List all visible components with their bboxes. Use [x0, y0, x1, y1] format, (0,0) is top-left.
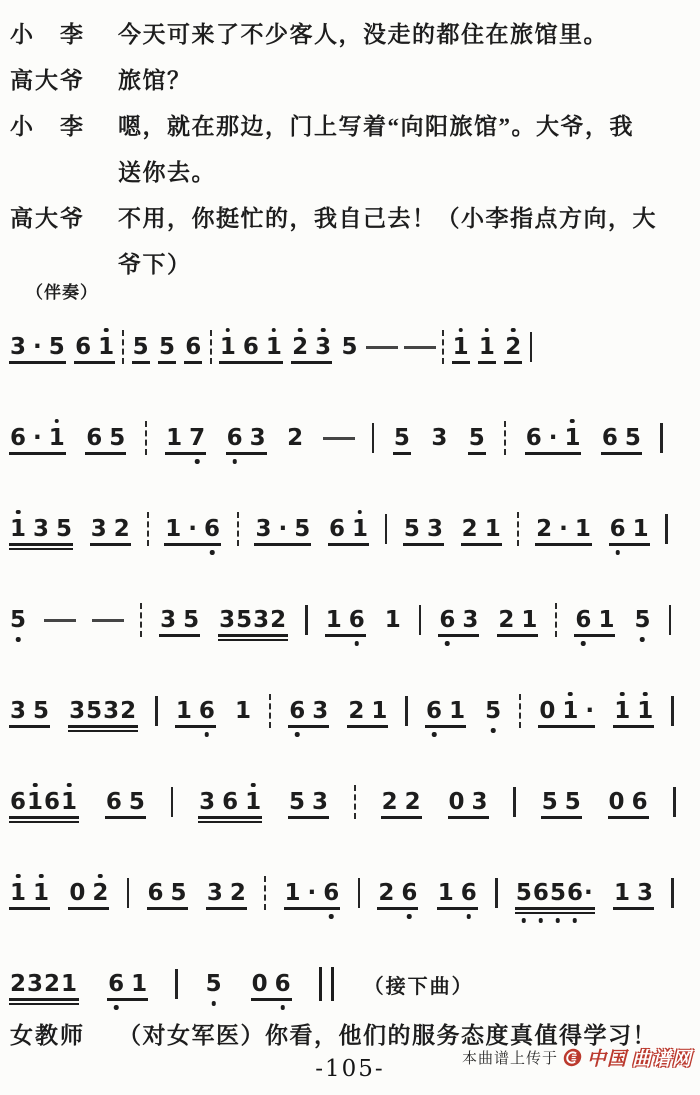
jianpu-note	[89, 515, 132, 542]
jianpu-note	[250, 970, 293, 997]
barline	[504, 421, 506, 455]
jianpu-note	[608, 515, 651, 542]
note-digit: 1	[10, 879, 27, 906]
note-digit: 6	[44, 788, 61, 815]
note-digit: 6	[105, 788, 122, 815]
jianpu-note	[540, 788, 583, 815]
note-digit: 5	[564, 788, 581, 815]
note-digit: 5	[86, 697, 103, 724]
note-digit: 5	[403, 515, 420, 542]
note-digit: 1	[637, 697, 654, 724]
duration-dash	[92, 619, 124, 622]
barline	[140, 603, 142, 637]
dialogue-speaker: 小 李	[10, 22, 85, 47]
jianpu-note	[157, 333, 177, 360]
note-digit: 3	[33, 515, 50, 542]
jianpu-note	[217, 606, 289, 633]
note-digit: 5	[109, 424, 126, 451]
barline	[671, 696, 674, 726]
jianpu-note	[339, 333, 359, 360]
note-digit: 5	[288, 788, 305, 815]
note-digit: 3	[637, 879, 654, 906]
dialogue-text: 旅馆？	[118, 68, 192, 93]
jianpu-note	[392, 424, 412, 451]
dialogue-top	[10, 12, 694, 288]
note-digit: 5	[158, 333, 175, 360]
note-digit: 2	[229, 879, 246, 906]
jianpu-note	[131, 333, 151, 360]
note-digit: 5	[515, 879, 532, 906]
jianpu-note	[460, 515, 503, 542]
note-digit: 3	[312, 697, 329, 724]
dialogue-row	[10, 58, 694, 104]
note-digit: 3	[103, 697, 120, 724]
jianpu-note	[437, 606, 480, 633]
note-digit: 6	[242, 333, 259, 360]
note-digit: 5	[205, 970, 222, 997]
score-line	[8, 964, 694, 1004]
jianpu-note	[537, 697, 596, 724]
note-digit: 1	[265, 333, 282, 360]
jianpu-note	[158, 606, 201, 633]
barline	[155, 696, 158, 726]
barline	[555, 603, 557, 637]
note-digit: 6	[323, 879, 340, 906]
score-line	[8, 873, 674, 913]
note-digit: 5	[56, 515, 73, 542]
note-digit: 1	[351, 515, 368, 542]
jianpu-note	[287, 788, 330, 815]
jianpu-note	[496, 606, 539, 633]
note-digit: 2	[120, 697, 137, 724]
jianpu-note	[205, 879, 248, 906]
dialogue-text: 不用，你挺忙的，我自己去！（小李指点方向，大 爷下）	[118, 206, 657, 277]
barline	[419, 605, 422, 635]
jianpu-note	[283, 879, 342, 906]
note-digit: 5	[294, 515, 311, 542]
note-digit: 1	[219, 333, 236, 360]
note-digit: 3	[199, 788, 216, 815]
note-digit: 1	[61, 788, 78, 815]
jianpu-note	[503, 333, 523, 360]
note-digit: 7	[189, 424, 206, 451]
note-digit: 1	[632, 515, 649, 542]
barline	[319, 967, 334, 1001]
barline	[530, 332, 533, 362]
note-digit: 2	[92, 879, 109, 906]
note-digit: 2	[381, 788, 398, 815]
jianpu-note	[451, 333, 471, 360]
note-digit: 3	[27, 970, 44, 997]
dialogue-text: 今天可来了不少客人，没走的都住在旅馆里。	[118, 22, 608, 47]
dialogue-row	[10, 196, 694, 288]
note-digit: 3	[10, 333, 27, 360]
qupu-logo-icon	[562, 1048, 583, 1067]
score-line	[8, 418, 663, 458]
duration-dash	[44, 619, 76, 622]
note-digit: 1	[245, 788, 262, 815]
note-digit: 3	[249, 424, 266, 451]
dialogue-text: 嗯，就在那边，门上写着“向阳旅馆”。大爷，我 送你去。	[118, 114, 634, 185]
note-digit: 6	[289, 697, 306, 724]
barline	[673, 787, 676, 817]
barline	[372, 423, 375, 453]
note-digit: 1	[48, 424, 65, 451]
note-digit: 1	[33, 879, 50, 906]
note-digit: 1	[449, 697, 466, 724]
note-digit: 6	[439, 606, 456, 633]
watermark-site-hollow: 曲谱网	[631, 1048, 692, 1070]
note-digit: ·	[583, 879, 593, 906]
note-digit: 5	[341, 333, 358, 360]
note-digit: 2	[536, 515, 553, 542]
note-digit: 2	[505, 333, 522, 360]
note-digit: 1	[384, 606, 401, 633]
jianpu-note	[436, 879, 479, 906]
jianpu-note	[285, 424, 305, 451]
note-digit: 5	[33, 697, 50, 724]
note-digit: 5	[393, 424, 410, 451]
dialogue-speaker: 女教师	[10, 1023, 85, 1048]
score-section	[8, 278, 694, 1004]
score-lines	[8, 327, 694, 1004]
note-digit: ·	[188, 515, 197, 542]
score-inline-note: （接下曲）	[363, 975, 474, 998]
note-digit: 3	[69, 697, 86, 724]
barline	[237, 512, 239, 546]
note-digit: 3	[253, 606, 270, 633]
note-digit: 1	[166, 424, 183, 451]
note-digit: 6	[274, 970, 291, 997]
note-digit: ·	[307, 879, 317, 906]
note-digit: ·	[559, 515, 568, 542]
jianpu-note	[225, 424, 268, 451]
barline	[517, 512, 519, 546]
jianpu-note	[67, 697, 139, 724]
note-digit: 5	[634, 606, 651, 633]
note-digit: 6	[204, 515, 221, 542]
jianpu-note	[146, 879, 189, 906]
barline	[671, 878, 674, 908]
jianpu-note	[290, 333, 333, 360]
note-digit: 2	[292, 333, 309, 360]
note-digit: 1	[614, 879, 631, 906]
note-digit: 0	[69, 879, 86, 906]
jianpu-note	[67, 879, 110, 906]
note-digit: 5	[170, 879, 187, 906]
jianpu-note	[477, 333, 497, 360]
note-digit: 5	[183, 606, 200, 633]
duration-dash	[404, 346, 436, 349]
jianpu-note	[424, 697, 467, 724]
jianpu-note	[8, 697, 51, 724]
jianpu-note	[607, 788, 650, 815]
jianpu-note	[197, 788, 263, 815]
watermark	[462, 1044, 692, 1071]
barline	[660, 423, 663, 453]
dialogue-text: （对女军医）你看，他们的服务态度真值得学习！	[118, 1023, 657, 1048]
note-digit: 6	[222, 788, 239, 815]
jianpu-note	[429, 424, 449, 451]
barline	[122, 330, 124, 364]
note-digit: 6	[147, 879, 164, 906]
barline	[354, 785, 356, 819]
jianpu-note	[253, 515, 312, 542]
jianpu-note	[8, 879, 51, 906]
note-digit: ·	[33, 424, 42, 451]
barline	[519, 694, 521, 728]
note-digit: 1	[484, 515, 501, 542]
score-line	[8, 691, 674, 731]
barline	[495, 878, 498, 908]
note-digit: 3	[10, 697, 27, 724]
note-digit: 1	[98, 333, 115, 360]
note-digit: 2	[404, 788, 421, 815]
accompaniment-label: （伴奏）	[26, 283, 98, 303]
note-digit: 2	[287, 424, 304, 451]
note-digit: 3	[219, 606, 236, 633]
note-digit: 3	[255, 515, 272, 542]
note-digit: 5	[624, 424, 641, 451]
jianpu-note	[104, 788, 147, 815]
note-digit: 6	[601, 424, 618, 451]
note-digit: 2	[44, 970, 61, 997]
note-digit: 6	[532, 879, 549, 906]
note-digit: 2	[10, 970, 27, 997]
jianpu-note	[447, 788, 490, 815]
note-digit: 6	[198, 697, 215, 724]
note-digit: 1	[478, 333, 495, 360]
jianpu-note	[204, 970, 224, 997]
note-digit: 3	[206, 879, 223, 906]
jianpu-note	[287, 697, 330, 724]
jianpu-note	[8, 788, 80, 815]
score-line	[8, 600, 671, 640]
note-digit: 2	[113, 515, 130, 542]
jianpu-note	[612, 697, 655, 724]
note-digit: 5	[48, 333, 65, 360]
barline	[175, 969, 178, 999]
note-digit: 1	[371, 697, 388, 724]
note-digit: 1	[284, 879, 301, 906]
note-digit: 1	[614, 697, 631, 724]
note-digit: 6	[10, 424, 27, 451]
note-digit: 2	[348, 697, 365, 724]
note-digit: 6	[460, 879, 477, 906]
jianpu-note	[174, 697, 217, 724]
note-digit: 1	[564, 424, 581, 451]
note-digit: 2	[270, 606, 287, 633]
note-digit: 0	[539, 697, 556, 724]
note-digit: 1	[61, 970, 78, 997]
score-line	[8, 327, 532, 367]
note-digit: 6	[631, 788, 648, 815]
note-digit: 0	[251, 970, 268, 997]
barline	[405, 696, 408, 726]
duration-dash	[323, 437, 355, 440]
note-digit: 6	[75, 333, 92, 360]
jianpu-note	[8, 606, 28, 633]
jianpu-note	[163, 515, 222, 542]
note-digit: 6	[609, 515, 626, 542]
note-digit: 6	[226, 424, 243, 451]
note-digit: 3	[462, 606, 479, 633]
page-number: -105-	[315, 1056, 385, 1082]
note-digit: 5	[541, 788, 558, 815]
jianpu-note	[8, 970, 80, 997]
note-digit: ·	[278, 515, 288, 542]
note-digit: 1	[452, 333, 469, 360]
note-digit: 6	[566, 879, 583, 906]
score-line	[8, 782, 676, 822]
note-digit: 1	[235, 697, 252, 724]
barline	[127, 878, 130, 908]
note-digit: 6	[10, 788, 27, 815]
jianpu-note	[573, 606, 616, 633]
note-digit: 5	[132, 333, 149, 360]
note-digit: 5	[549, 879, 566, 906]
note-digit: 0	[448, 788, 465, 815]
dialogue-row	[10, 104, 694, 196]
note-digit: 1	[10, 515, 27, 542]
note-digit: 5	[485, 697, 502, 724]
jianpu-note	[467, 424, 487, 451]
jianpu-note	[73, 333, 116, 360]
jianpu-note	[327, 515, 370, 542]
barline	[665, 514, 668, 544]
note-digit: 1	[325, 606, 342, 633]
jianpu-note	[514, 879, 596, 906]
note-digit: 2	[498, 606, 515, 633]
jianpu-note	[376, 879, 419, 906]
note-digit: 1	[521, 606, 538, 633]
note-digit: 6	[575, 606, 592, 633]
note-digit: 1	[165, 515, 182, 542]
note-digit: 3	[431, 424, 448, 451]
jianpu-note	[164, 424, 207, 451]
jianpu-note	[183, 333, 203, 360]
note-digit: 1	[131, 970, 148, 997]
jianpu-note	[402, 515, 445, 542]
watermark-site-solid: 中国	[586, 1048, 627, 1070]
note-digit: ·	[548, 424, 558, 451]
note-digit: ·	[33, 333, 42, 360]
note-digit: 2	[378, 879, 395, 906]
barline	[269, 694, 271, 728]
note-digit: 6	[401, 879, 418, 906]
jianpu-note	[632, 606, 652, 633]
jianpu-note	[612, 879, 655, 906]
jianpu-note	[84, 424, 127, 451]
note-digit: 1	[175, 697, 192, 724]
jianpu-note	[383, 606, 403, 633]
note-digit: 3	[471, 788, 488, 815]
jianpu-note	[346, 697, 389, 724]
jianpu-note	[218, 333, 284, 360]
note-digit: 1	[27, 788, 44, 815]
barline	[145, 421, 147, 455]
jianpu-note	[534, 515, 593, 542]
barline	[513, 787, 516, 817]
note-digit: 2	[461, 515, 478, 542]
jianpu-note	[8, 333, 67, 360]
jianpu-note	[324, 606, 367, 633]
note-digit: 6	[328, 515, 345, 542]
note-digit: 6	[426, 697, 443, 724]
note-digit: 6	[108, 970, 125, 997]
jianpu-note	[483, 697, 503, 724]
note-digit: 6	[185, 333, 202, 360]
note-digit: 0	[608, 788, 625, 815]
note-digit: 6	[348, 606, 365, 633]
barline	[442, 330, 444, 364]
note-digit: 3	[315, 333, 332, 360]
barline	[669, 605, 672, 635]
dialogue-speaker: 高大爷	[10, 206, 85, 231]
barline	[210, 330, 212, 364]
note-digit: 5	[10, 606, 27, 633]
jianpu-note	[380, 788, 423, 815]
note-digit: 5	[468, 424, 485, 451]
dialogue-speaker: 小 李	[10, 114, 85, 139]
note-digit: 1	[562, 697, 579, 724]
jianpu-note	[106, 970, 149, 997]
note-digit: 6	[86, 424, 103, 451]
jianpu-note	[8, 424, 67, 451]
jianpu-note	[8, 515, 74, 542]
score-line	[8, 509, 668, 549]
jianpu-note	[600, 424, 643, 451]
note-digit: 1	[574, 515, 591, 542]
jianpu-note	[524, 424, 583, 451]
jianpu-note	[233, 697, 253, 724]
dialogue-speaker: 高大爷	[10, 68, 85, 93]
note-digit: 1	[437, 879, 454, 906]
watermark-prefix: 本曲谱上传于	[461, 1049, 558, 1067]
dialogue-row	[10, 12, 694, 58]
note-digit: 3	[311, 788, 328, 815]
note-digit: 1	[598, 606, 615, 633]
note-digit: 3	[160, 606, 177, 633]
barline	[385, 514, 388, 544]
barline	[305, 605, 308, 635]
barline	[171, 787, 174, 817]
barline	[264, 876, 266, 910]
note-digit: 5	[128, 788, 145, 815]
note-digit: 6	[525, 424, 542, 451]
note-digit: 3	[90, 515, 107, 542]
note-digit: ·	[585, 697, 595, 724]
note-digit: 5	[236, 606, 253, 633]
duration-dash	[366, 346, 398, 349]
note-digit: 3	[426, 515, 443, 542]
barline	[147, 512, 149, 546]
barline	[358, 878, 361, 908]
